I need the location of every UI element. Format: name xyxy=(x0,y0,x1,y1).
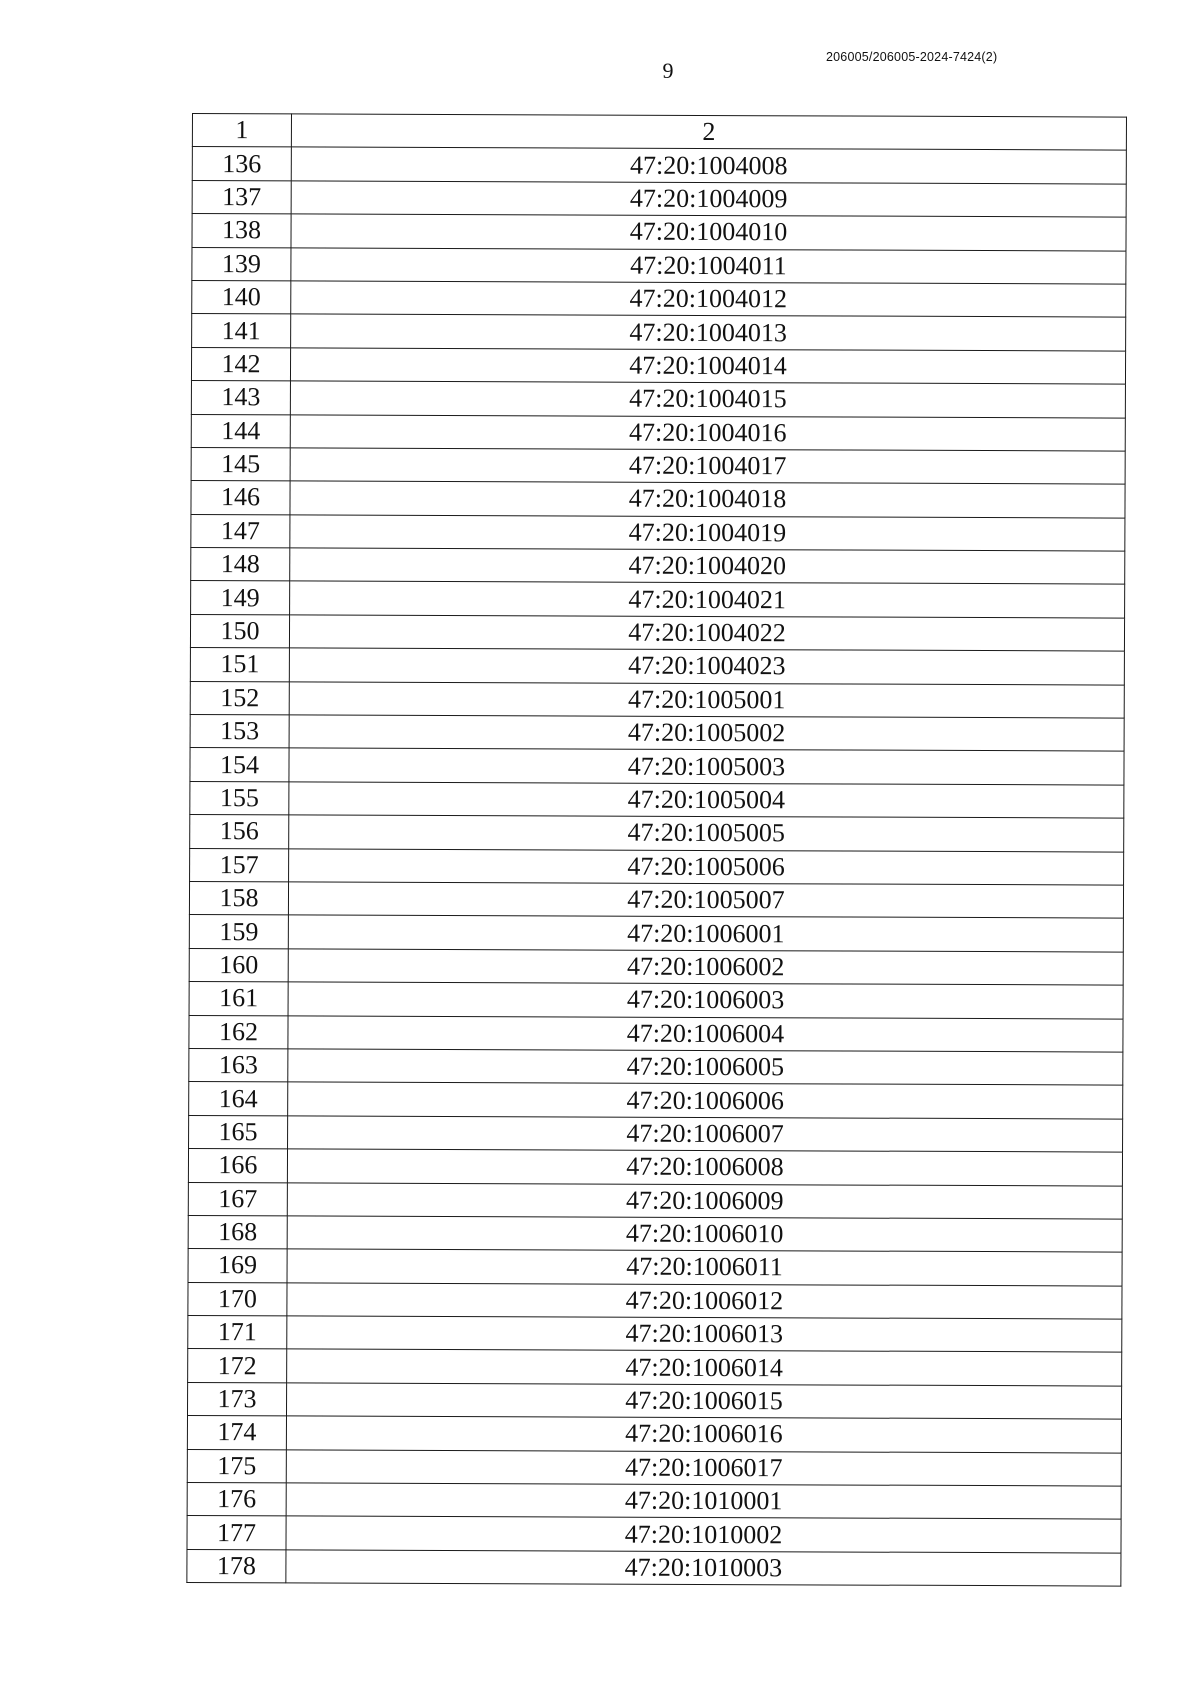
cadastral-number-cell: 47:20:1004022 xyxy=(289,615,1124,652)
cadastral-number-cell: 47:20:1004023 xyxy=(289,648,1124,685)
table-row xyxy=(191,581,1125,618)
table-row xyxy=(192,180,1126,217)
table-row xyxy=(192,214,1126,251)
header-cell-cadastral: 2 xyxy=(291,114,1126,151)
row-number-cell: 173 xyxy=(187,1382,286,1416)
row-number-cell: 172 xyxy=(188,1349,287,1383)
row-number-cell: 159 xyxy=(189,915,288,949)
table-row xyxy=(190,748,1124,785)
cadastral-number-cell: 47:20:1006006 xyxy=(288,1082,1123,1119)
row-number-cell: 174 xyxy=(187,1416,286,1450)
cadastral-number-cell: 47:20:1005004 xyxy=(289,782,1124,819)
row-number-cell: 152 xyxy=(190,681,289,715)
row-number-cell: 165 xyxy=(189,1115,288,1149)
row-number-cell: 170 xyxy=(188,1282,287,1316)
cadastral-number-cell: 47:20:1006008 xyxy=(287,1149,1122,1186)
cadastral-number-cell: 47:20:1006014 xyxy=(287,1349,1122,1386)
cadastral-number-cell: 47:20:1006003 xyxy=(288,982,1123,1019)
table-row xyxy=(187,1516,1121,1553)
table-row xyxy=(188,1282,1122,1319)
table-row xyxy=(191,548,1125,585)
cadastral-number-cell: 47:20:1006002 xyxy=(288,949,1123,986)
row-number-cell: 166 xyxy=(188,1149,287,1183)
table-row xyxy=(189,1082,1123,1119)
row-number-cell: 163 xyxy=(189,1048,288,1082)
cadastral-number-cell: 47:20:1005006 xyxy=(289,848,1124,885)
cadastral-number-cell: 47:20:1004018 xyxy=(290,481,1125,518)
row-number-cell: 160 xyxy=(189,948,288,982)
row-number-cell: 169 xyxy=(188,1249,287,1283)
cadastral-number-cell: 47:20:1005007 xyxy=(288,882,1123,919)
cadastral-number-cell: 47:20:1006009 xyxy=(287,1182,1122,1219)
table-row xyxy=(188,1249,1122,1286)
table-row xyxy=(188,1149,1122,1186)
page-number: 9 xyxy=(662,58,674,83)
table-row xyxy=(190,614,1124,651)
table-row xyxy=(191,381,1125,418)
cadastral-number-cell: 47:20:1006007 xyxy=(288,1116,1123,1153)
table-row xyxy=(187,1483,1121,1520)
table-row xyxy=(187,1549,1121,1586)
row-number-cell: 153 xyxy=(190,715,289,749)
cadastral-number-cell: 47:20:1005005 xyxy=(289,815,1124,852)
cadastral-number-cell: 47:20:1010001 xyxy=(286,1483,1121,1520)
cadastral-number-cell: 47:20:1010003 xyxy=(286,1550,1121,1587)
table-row xyxy=(188,1349,1122,1386)
table-row xyxy=(190,815,1124,852)
row-number-cell: 145 xyxy=(191,447,290,481)
table-row xyxy=(191,514,1125,551)
row-number-cell: 147 xyxy=(191,514,290,548)
table-row xyxy=(191,481,1125,518)
cadastral-number-cell: 47:20:1004017 xyxy=(290,448,1125,485)
table-row xyxy=(192,314,1126,351)
cadastral-number-cell: 47:20:1005003 xyxy=(289,748,1124,785)
table-header-row xyxy=(192,114,1126,151)
row-number-cell: 158 xyxy=(189,881,288,915)
cadastral-number-cell: 47:20:1004016 xyxy=(290,414,1125,451)
cadastral-number-cell: 47:20:1004010 xyxy=(291,214,1126,251)
cadastral-number-cell: 47:20:1010002 xyxy=(286,1516,1121,1553)
row-number-cell: 141 xyxy=(192,314,291,348)
row-number-cell: 162 xyxy=(189,1015,288,1049)
row-number-cell: 164 xyxy=(189,1082,288,1116)
row-number-cell: 155 xyxy=(190,781,289,815)
row-number-cell: 177 xyxy=(187,1516,286,1550)
table-row xyxy=(189,982,1123,1019)
row-number-cell: 143 xyxy=(191,381,290,415)
table-row xyxy=(187,1382,1121,1419)
cadastral-number-cell: 47:20:1006001 xyxy=(288,915,1123,952)
cadastral-number-cell: 47:20:1005001 xyxy=(289,682,1124,719)
cadastral-number-cell: 47:20:1006005 xyxy=(288,1049,1123,1086)
table-row xyxy=(187,1449,1121,1486)
row-number-cell: 171 xyxy=(188,1316,287,1350)
row-number-cell: 148 xyxy=(191,548,290,582)
table-row xyxy=(189,1015,1123,1052)
cadastral-number-cell: 47:20:1004021 xyxy=(290,581,1125,618)
cadastral-number-cell: 47:20:1004013 xyxy=(291,314,1126,351)
cadastral-table xyxy=(186,113,1127,1587)
row-number-cell: 175 xyxy=(187,1449,286,1483)
table-row xyxy=(190,648,1124,685)
cadastral-number-cell: 47:20:1004012 xyxy=(291,281,1126,318)
cadastral-number-cell: 47:20:1006004 xyxy=(288,1015,1123,1052)
row-number-cell: 151 xyxy=(190,648,289,682)
cadastral-number-cell: 47:20:1006015 xyxy=(286,1383,1121,1420)
row-number-cell: 139 xyxy=(192,247,291,281)
row-number-cell: 167 xyxy=(188,1182,287,1216)
cadastral-number-cell: 47:20:1004014 xyxy=(290,348,1125,385)
cadastral-number-cell: 47:20:1005002 xyxy=(289,715,1124,752)
table-row xyxy=(189,1115,1123,1152)
cadastral-number-cell: 47:20:1006011 xyxy=(287,1249,1122,1286)
table-row xyxy=(190,848,1124,885)
cadastral-number-cell: 47:20:1004008 xyxy=(291,147,1126,184)
cadastral-number-cell: 47:20:1006013 xyxy=(287,1316,1122,1353)
row-number-cell: 156 xyxy=(190,815,289,849)
header-cell-number: 1 xyxy=(192,114,291,148)
row-number-cell: 142 xyxy=(191,347,290,381)
cadastral-number-cell: 47:20:1006012 xyxy=(287,1283,1122,1320)
table-row xyxy=(191,347,1125,384)
cadastral-number-cell: 47:20:1004015 xyxy=(290,381,1125,418)
table-row xyxy=(189,1048,1123,1085)
table-row xyxy=(188,1182,1122,1219)
table-row xyxy=(191,447,1125,484)
cadastral-number-cell: 47:20:1004009 xyxy=(291,181,1126,218)
row-number-cell: 138 xyxy=(192,214,291,248)
row-number-cell: 161 xyxy=(189,982,288,1016)
table-row xyxy=(187,1416,1121,1453)
row-number-cell: 144 xyxy=(191,414,290,448)
table-row xyxy=(192,247,1126,284)
table-row xyxy=(188,1316,1122,1353)
table-row xyxy=(189,948,1123,985)
table-row xyxy=(191,414,1125,451)
row-number-cell: 157 xyxy=(190,848,289,882)
cadastral-number-cell: 47:20:1006010 xyxy=(287,1216,1122,1253)
row-number-cell: 137 xyxy=(192,180,291,214)
row-number-cell: 146 xyxy=(191,481,290,515)
table-row xyxy=(189,881,1123,918)
row-number-cell: 154 xyxy=(190,748,289,782)
table-row xyxy=(190,781,1124,818)
cadastral-number-cell: 47:20:1006016 xyxy=(286,1416,1121,1453)
row-number-cell: 150 xyxy=(190,614,289,648)
row-number-cell: 178 xyxy=(187,1549,286,1583)
row-number-cell: 168 xyxy=(188,1215,287,1249)
table-row xyxy=(188,1215,1122,1252)
table-row xyxy=(189,915,1123,952)
document-id: 206005/206005-2024-7424(2) xyxy=(826,50,998,64)
table-row xyxy=(190,681,1124,718)
table-row xyxy=(190,715,1124,752)
row-number-cell: 149 xyxy=(191,581,290,615)
row-number-cell: 136 xyxy=(192,147,291,181)
table-row xyxy=(192,280,1126,317)
row-number-cell: 140 xyxy=(192,280,291,314)
cadastral-number-cell: 47:20:1004019 xyxy=(290,515,1125,552)
table-row xyxy=(192,147,1126,184)
cadastral-number-cell: 47:20:1004011 xyxy=(291,247,1126,284)
row-number-cell: 176 xyxy=(187,1483,286,1517)
cadastral-number-cell: 47:20:1004020 xyxy=(290,548,1125,585)
cadastral-number-cell: 47:20:1006017 xyxy=(286,1449,1121,1486)
